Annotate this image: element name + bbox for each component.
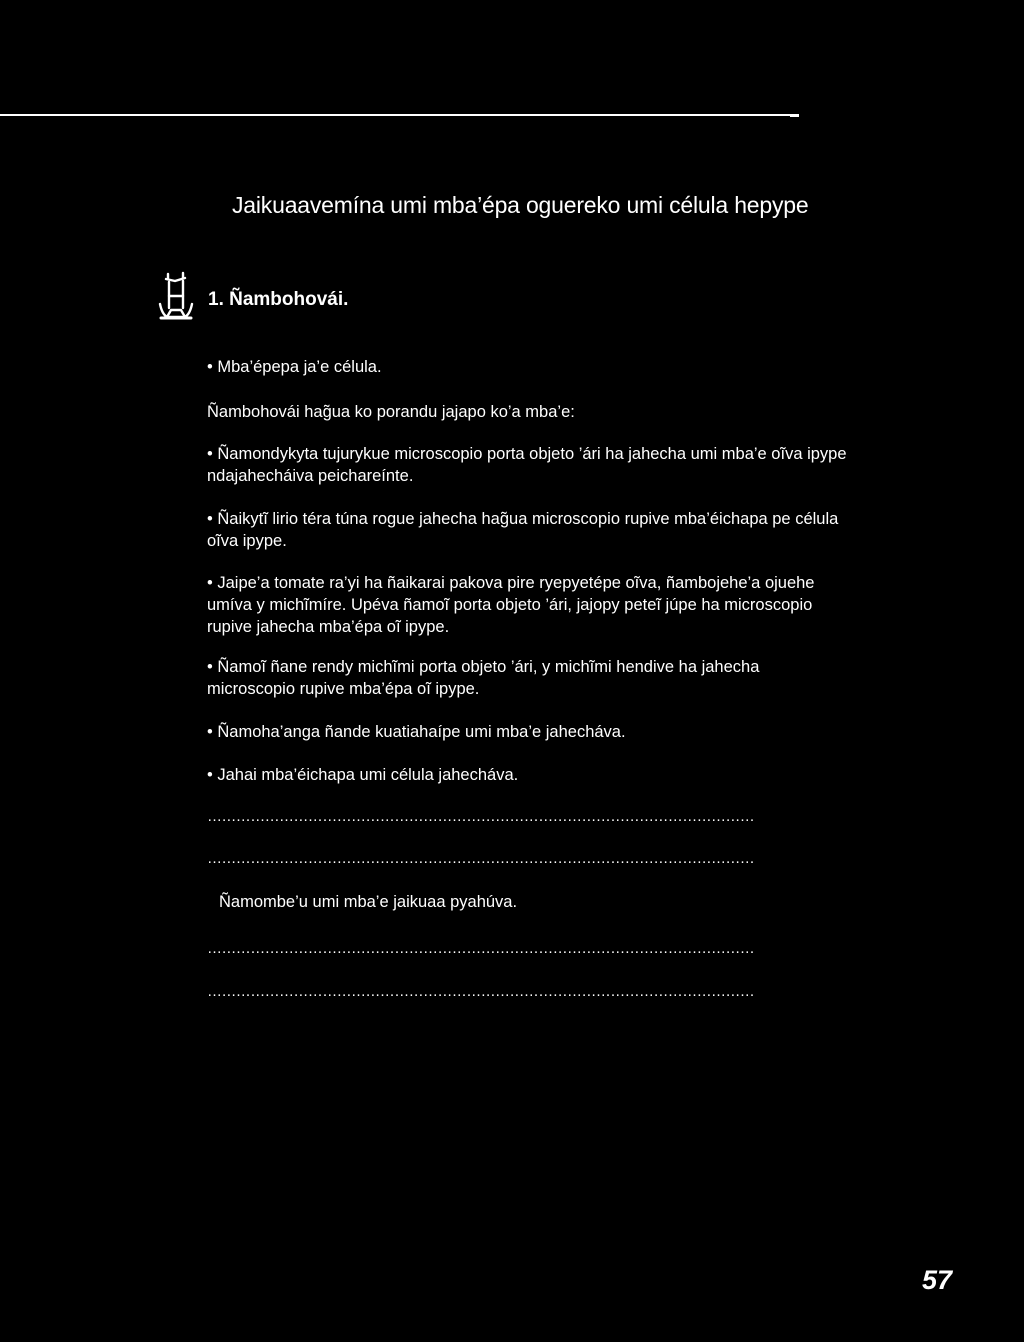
step-3-text: • Jaipe’a tomate ra’yi ha ñaikarai pakova pire ryepyetépe oĩva, ñambojehe’a ojuehe umíva y michĩmíre. Upéva ñamoĩ porta objeto ’ári, jajopy peteĩ júpe ha microscopio rupive jahecha mba’épa oĩ ipype. [207, 574, 815, 636]
step-4-text: • Ñamoĩ ñane rendy michĩmi porta objeto ’ári, y michĩmi hendive ha jahecha microscopio rupive mba’épa oĩ ipype. [207, 658, 760, 698]
topic-question: • Mba’épepa ja’e célula. [207, 358, 382, 376]
step-6-text: • Jahai mba’éichapa umi célula jahecháva. [207, 766, 519, 784]
page-number: 57 [922, 1265, 953, 1295]
step-5-text: • Ñamoha’anga ñande kuatiahaípe umi mba’e jahecháva. [207, 723, 626, 741]
section-title: Jaikuaavemína umi mba’épa oguereko umi célula hepype [232, 192, 809, 218]
answer-line[interactable]: …………………………………………………………………………………………………… [207, 983, 755, 1000]
closing-prompt: Ñamombe’u umi mba’e jaikuaa pyahúva. [219, 893, 518, 911]
step-2-text: • Ñaikytĩ lirio téra túna rogue jahecha hag̃ua microscopio rupive mba’éichapa pe célula oĩva ipype. [207, 510, 839, 550]
activity-heading: 1. Ñambohovái. [208, 289, 349, 310]
step-1-text: • Ñamondykyta tujurykue microscopio porta objeto ’ári ha jahecha umi mba’e oĩva ipype ndajahecháiva peichareínte. [207, 445, 847, 485]
top-divider-line [0, 114, 790, 116]
answer-line[interactable]: …………………………………………………………………………………………………… [207, 940, 755, 957]
answer-line[interactable]: …………………………………………………………………………………………………… [207, 808, 755, 825]
instruction-text: Ñambohovái hag̃ua ko porandu jajapo ko’a mba’e: [207, 403, 575, 421]
reading-student-icon [157, 270, 195, 322]
top-divider-tip [790, 114, 799, 117]
answer-line[interactable]: …………………………………………………………………………………………………… [207, 850, 755, 867]
